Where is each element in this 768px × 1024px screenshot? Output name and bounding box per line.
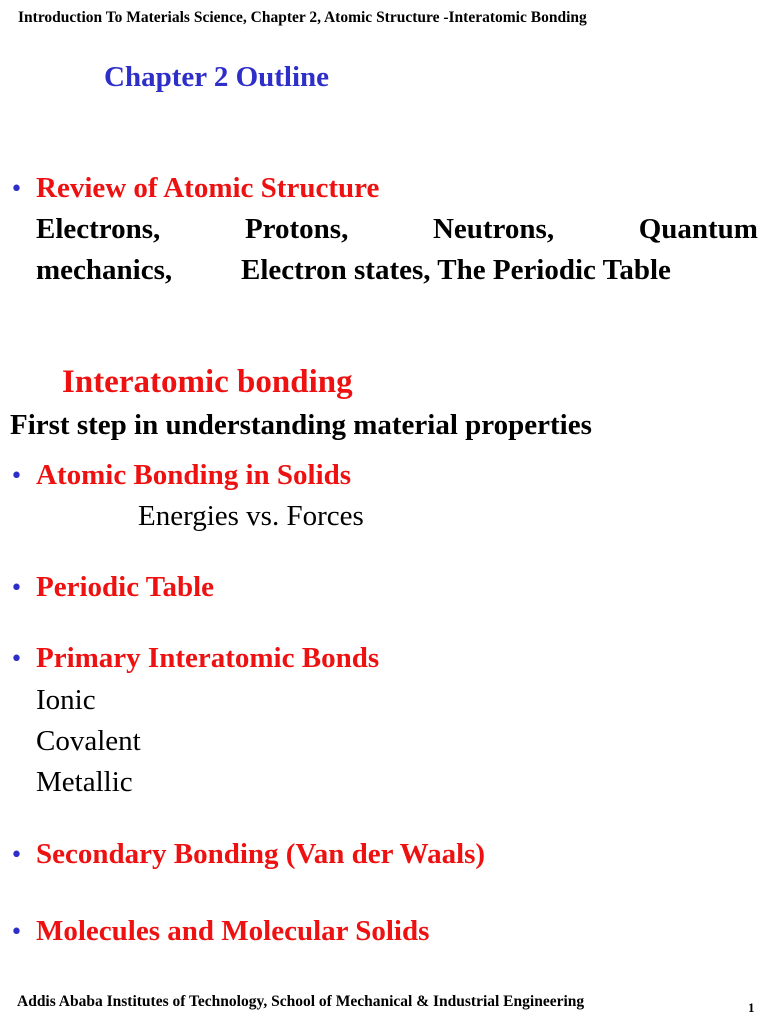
review-line-1 — [36, 213, 758, 246]
item-heading: Molecules and Molecular Solids — [36, 915, 430, 947]
interatomic-heading: Interatomic bonding — [62, 364, 353, 400]
page-header: Introduction To Materials Science, Chapter 2, Atomic Structure -Interatomic Bonding — [18, 9, 587, 26]
item-heading: Secondary Bonding (Van der Waals) — [36, 838, 486, 870]
bullet-icon: • — [10, 843, 23, 868]
item-subtext: Ionic — [36, 684, 96, 716]
review-line-2-rest: Electron states, The Periodic Table — [241, 254, 671, 286]
item-heading: Periodic Table — [36, 571, 215, 603]
page-footer: Addis Ababa Institutes of Technology, School of Mechanical & Industrial Engineering — [17, 993, 585, 1010]
review-word: Quantum — [638, 213, 758, 245]
item-heading: Atomic Bonding in Solids — [36, 459, 352, 491]
bullet-icon: • — [10, 177, 23, 202]
item-heading: Primary Interatomic Bonds — [36, 642, 380, 674]
bullet-icon: • — [10, 647, 23, 672]
review-word: mechanics, — [36, 254, 173, 286]
page-number: 1 — [748, 1000, 755, 1015]
bullet-icon: • — [10, 576, 23, 601]
item-subtext: Metallic — [36, 766, 133, 798]
outline-title: Chapter 2 Outline — [104, 61, 330, 93]
bullet-icon: • — [10, 464, 23, 489]
review-heading: Review of Atomic Structure — [36, 172, 380, 204]
review-word: Electrons, — [36, 213, 161, 245]
review-word: Neutrons, — [432, 213, 555, 245]
interatomic-subheading: First step in understanding material properties — [10, 409, 592, 441]
item-subtext: Covalent — [36, 725, 141, 757]
review-word: Protons, — [244, 213, 349, 245]
bullet-icon: • — [10, 920, 23, 945]
item-subtext: Energies vs. Forces — [138, 500, 364, 532]
